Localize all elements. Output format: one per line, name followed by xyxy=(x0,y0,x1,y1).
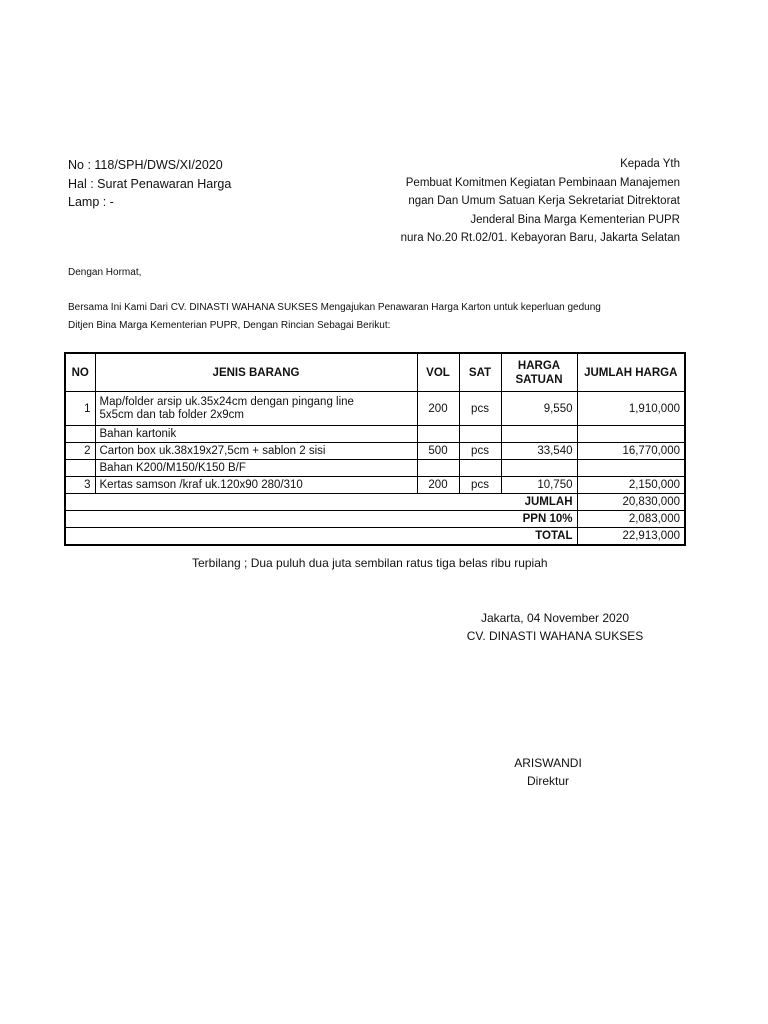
cell-no xyxy=(65,426,95,443)
cell-vol: 200 xyxy=(417,477,459,494)
header-vol: VOL xyxy=(417,353,459,392)
summary-row-total xyxy=(65,528,685,546)
header-price-line1: HARGA xyxy=(517,359,561,372)
amount-in-words: Terbilang ; Dua puluh dua juta sembilan ratus tiga belas ribu rupiah xyxy=(192,556,548,570)
cell-item: Bahan kartonik xyxy=(95,426,417,443)
cell-unit xyxy=(459,426,501,443)
header-total: JUMLAH HARGA xyxy=(577,353,685,392)
cell-total xyxy=(577,426,685,443)
item-line2: 5x5cm dan tab folder 2x9cm xyxy=(99,408,244,421)
cell-item: Bahan K200/M150/K150 B/F xyxy=(95,460,417,477)
table-header-row xyxy=(65,353,685,392)
place-date: Jakarta, 04 November 2020 xyxy=(480,611,630,625)
table-row xyxy=(65,460,685,477)
cell-total: 1,910,000 xyxy=(577,392,685,426)
signer-title: Direktur xyxy=(526,774,569,788)
intro-line-2: Ditjen Bina Marga Kementerian PUPR, Dengan Rincian Sebagai Berikut: xyxy=(68,320,391,331)
cell-price xyxy=(501,460,577,477)
header-price xyxy=(501,353,577,392)
cell-vol: 500 xyxy=(417,443,459,460)
tax-label: PPN 10% xyxy=(65,511,577,528)
recipient-line: ngan Dan Umum Satuan Kerja Sekretariat Ditrektorat xyxy=(408,195,680,207)
cell-total: 2,150,000 xyxy=(577,477,685,494)
cell-item xyxy=(95,392,417,426)
cell-price: 9,550 xyxy=(501,392,577,426)
summary-row-tax xyxy=(65,511,685,528)
cell-vol xyxy=(417,426,459,443)
recipient-line: nura No.20 Rt.02/01. Kebayoran Baru, Jakarta Selatan xyxy=(400,232,680,244)
company-name: CV. DINASTI WAHANA SUKSES xyxy=(466,629,644,643)
subtotal-label: JUMLAH xyxy=(65,494,577,511)
cell-no: 2 xyxy=(65,443,95,460)
recipient-line: Jenderal Bina Marga Kementerian PUPR xyxy=(470,214,680,226)
table-row xyxy=(65,443,685,460)
cell-price xyxy=(501,426,577,443)
letter-number: No : 118/SPH/DWS/XI/2020 xyxy=(68,158,223,172)
cell-item: Kertas samson /kraf uk.120x90 280/310 xyxy=(95,477,417,494)
cell-unit: pcs xyxy=(459,443,501,460)
table-row xyxy=(65,477,685,494)
cell-total: 16,770,000 xyxy=(577,443,685,460)
table-row xyxy=(65,392,685,426)
cell-item: Carton box uk.38x19x27,5cm + sablon 2 sisi xyxy=(95,443,417,460)
intro-line-1: Bersama Ini Kami Dari CV. DINASTI WAHANA SUKSES Mengajukan Penawaran Harga Karton untuk keperluan gedung xyxy=(68,302,601,313)
letter-subject: Hal : Surat Penawaran Harga xyxy=(68,177,232,191)
cell-unit: pcs xyxy=(459,477,501,494)
summary-row-subtotal xyxy=(65,494,685,511)
salutation: Dengan Hormat, xyxy=(68,267,142,278)
tax-value: 2,083,000 xyxy=(577,511,685,528)
cell-no xyxy=(65,460,95,477)
cell-unit xyxy=(459,460,501,477)
items-table xyxy=(64,352,686,546)
cell-vol: 200 xyxy=(417,392,459,426)
subtotal-value: 20,830,000 xyxy=(577,494,685,511)
cell-no: 1 xyxy=(65,392,95,426)
recipient-line: Pembuat Komitmen Kegiatan Pembinaan Manajemen xyxy=(405,177,680,189)
table-row xyxy=(65,426,685,443)
recipient-greeting: Kepada Yth xyxy=(620,158,680,170)
cell-unit: pcs xyxy=(459,392,501,426)
grand-total-value: 22,913,000 xyxy=(577,528,685,546)
cell-no: 3 xyxy=(65,477,95,494)
letter-attachment: Lamp : - xyxy=(68,195,114,209)
signer-name: ARISWANDI xyxy=(514,756,582,770)
header-unit: SAT xyxy=(459,353,501,392)
cell-vol xyxy=(417,460,459,477)
grand-total-label: TOTAL xyxy=(65,528,577,546)
recipient-block xyxy=(395,150,680,350)
header-item: JENIS BARANG xyxy=(95,353,417,392)
item-line1: Map/folder arsip uk.35x24cm dengan pingang line xyxy=(99,395,354,408)
header-price-line2: SATUAN xyxy=(515,373,563,386)
cell-price: 33,540 xyxy=(501,443,577,460)
cell-price: 10,750 xyxy=(501,477,577,494)
cell-total xyxy=(577,460,685,477)
header-no: NO xyxy=(65,353,95,392)
